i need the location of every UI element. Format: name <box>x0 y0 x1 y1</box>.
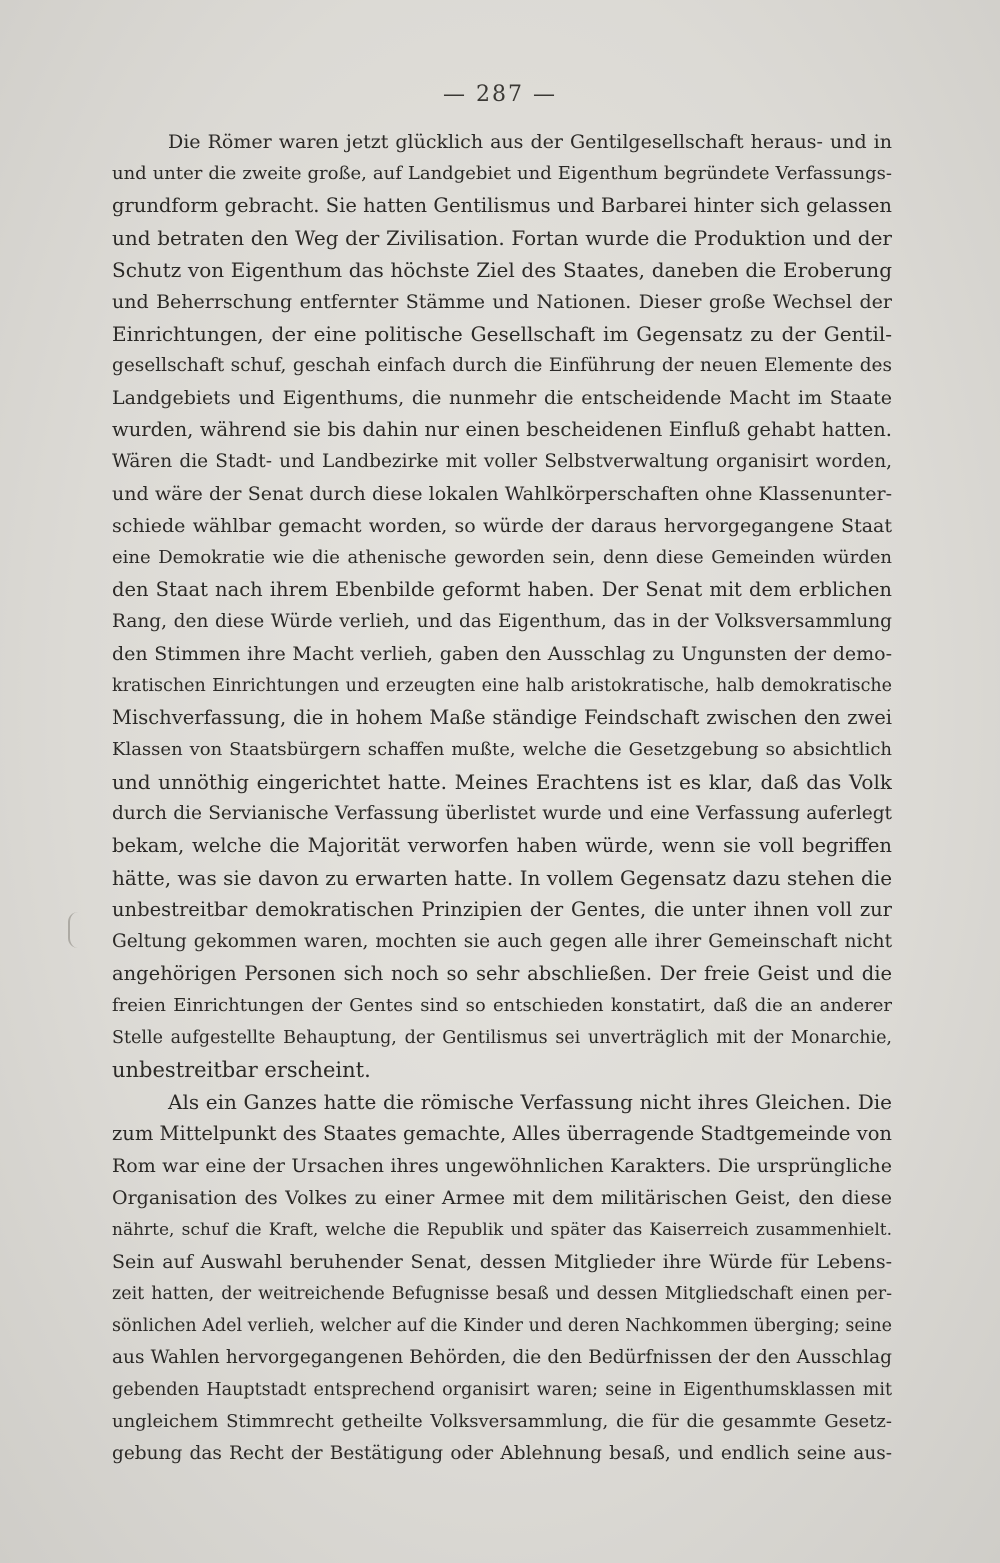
text-line: unbestreitbar demokratischen Prinzipien der Gentes, die unter ihnen voll zur <box>112 898 892 921</box>
text-line: Rom war eine der Ursachen ihres ungewöhnlichen Karakters. Die ursprüngliche <box>112 1155 892 1177</box>
text-line: zeit hatten, der weitreichende Befugnisse besaß und dessen Mitgliedschaft einen per- <box>112 1284 892 1304</box>
text-line: durch die Servianische Verfassung überlistet wurde und eine Verfassung auferlegt <box>112 803 892 824</box>
text-line: gebung das Recht der Bestätigung oder Ablehnung besaß, und endlich seine aus- <box>112 1443 892 1464</box>
body-text <box>112 126 892 1470</box>
text-line: aus Wahlen hervorgegangenen Behörden, die den Bedürfnissen der den Ausschlag <box>112 1347 892 1368</box>
text-line: Stelle aufgestellte Behauptung, der Gentilismus sei unverträglich mit der Monarchie, <box>112 1028 892 1048</box>
text-line: gesellschaft schuf, geschah einfach durch die Einführung der neuen Elemente des <box>112 355 892 376</box>
text-line: den Stimmen ihre Macht verlieh, gaben den Ausschlag zu Ungunsten der demo- <box>112 643 892 665</box>
text-line: Organisation des Volkes zu einer Armee mit dem militärischen Geist, den diese <box>112 1187 892 1209</box>
text-line: wurden, während sie bis dahin nur einen bescheidenen Einfluß gehabt hatten. <box>112 418 892 441</box>
text-line: Mischverfassung, die in hohem Maße ständige Feindschaft zwischen den zwei <box>112 706 892 729</box>
text-line: den Staat nach ihrem Ebenbilde geformt haben. Der Senat mit dem erblichen <box>112 578 892 601</box>
text-line: unbestreitbar erscheint. <box>112 1058 371 1082</box>
text-line: bekam, welche die Majorität verworfen haben würde, wenn sie voll begriffen <box>112 834 892 857</box>
text-line: ungleichem Stimmrecht getheilte Volksversammlung, die für die gesammte Gesetz- <box>112 1411 892 1432</box>
text-line: Klassen von Staatsbürgern schaffen mußte, welche die Gesetzgebung so absichtlich <box>112 739 892 760</box>
text-line: und unter die zweite große, auf Landgebiet und Eigenthum begründete Verfassungs- <box>112 163 892 184</box>
text-line: und Beherrschung entfernter Stämme und Nationen. Dieser große Wechsel der <box>112 291 892 313</box>
text-line: Geltung gekommen waren, mochten sie auch gegen alle ihrer Gemeinschaft nicht <box>112 931 892 952</box>
text-line: Rang, den diese Würde verlieh, und das Eigenthum, das in der Volksversammlung <box>112 611 892 632</box>
text-line: Schutz von Eigenthum das höchste Ziel des Staates, daneben die Eroberung <box>112 258 892 282</box>
text-line: Als ein Ganzes hatte die römische Verfassung nicht ihres Gleichen. Die <box>168 1090 892 1114</box>
text-line: und betraten den Weg der Zivilisation. Fortan wurde die Produktion und der <box>112 226 892 250</box>
text-line: kratischen Einrichtungen und erzeugten eine halb aristokratische, halb demokratische <box>112 676 892 696</box>
text-line: und wäre der Senat durch diese lokalen Wahlkörperschaften ohne Klassenunter- <box>112 483 892 505</box>
text-line: freien Einrichtungen der Gentes sind so entschieden konstatirt, daß die an anderer <box>112 995 892 1016</box>
text-line: angehörigen Personen sich noch so sehr abschließen. Der freie Geist und die <box>112 962 892 985</box>
text-line: eine Demokratie wie die athenische geworden sein, denn diese Gemeinden würden <box>112 547 892 568</box>
text-line: Die Römer waren jetzt glücklich aus der Gentilgesellschaft heraus- und in <box>168 131 892 153</box>
text-line: Einrichtungen, der eine politische Gesellschaft im Gegensatz zu der Gentil- <box>112 322 892 346</box>
text-line: hätte, was sie davon zu erwarten hatte. In vollem Gegensatz dazu stehen die <box>112 866 892 890</box>
text-line: zum Mittelpunkt des Staates gemachte, Alles überragende Stadtgemeinde von <box>112 1122 892 1145</box>
text-line: und unnöthig eingerichtet hatte. Meines Erachtens ist es klar, daß das Volk <box>112 770 892 794</box>
text-line: grundform gebracht. Sie hatten Gentilismus und Barbarei hinter sich gelassen <box>112 194 892 217</box>
text-line: schiede wählbar gemacht worden, so würde der daraus hervorgegangene Staat <box>112 515 892 537</box>
text-line: Wären die Stadt- und Landbezirke mit voller Selbstverwaltung organisirt worden, <box>112 451 892 472</box>
text-line: sönlichen Adel verlieh, welcher auf die Kinder und deren Nachkommen überging; seine <box>112 1316 892 1336</box>
page-number: — 287 — <box>443 82 557 107</box>
text-line: Sein auf Auswahl beruhender Senat, dessen Mitglieder ihre Würde für Lebens- <box>112 1251 892 1273</box>
text-line: nährte, schuf die Kraft, welche die Republik und später das Kaiserreich zusammenhielt. <box>112 1220 892 1240</box>
text-line: Landgebiets und Eigenthums, die nunmehr die entscheidende Macht im Staate <box>112 387 892 409</box>
text-line: gebenden Hauptstadt entsprechend organisirt waren; seine in Eigenthumsklassen mit <box>112 1380 892 1400</box>
margin-pencil-mark <box>68 912 80 948</box>
